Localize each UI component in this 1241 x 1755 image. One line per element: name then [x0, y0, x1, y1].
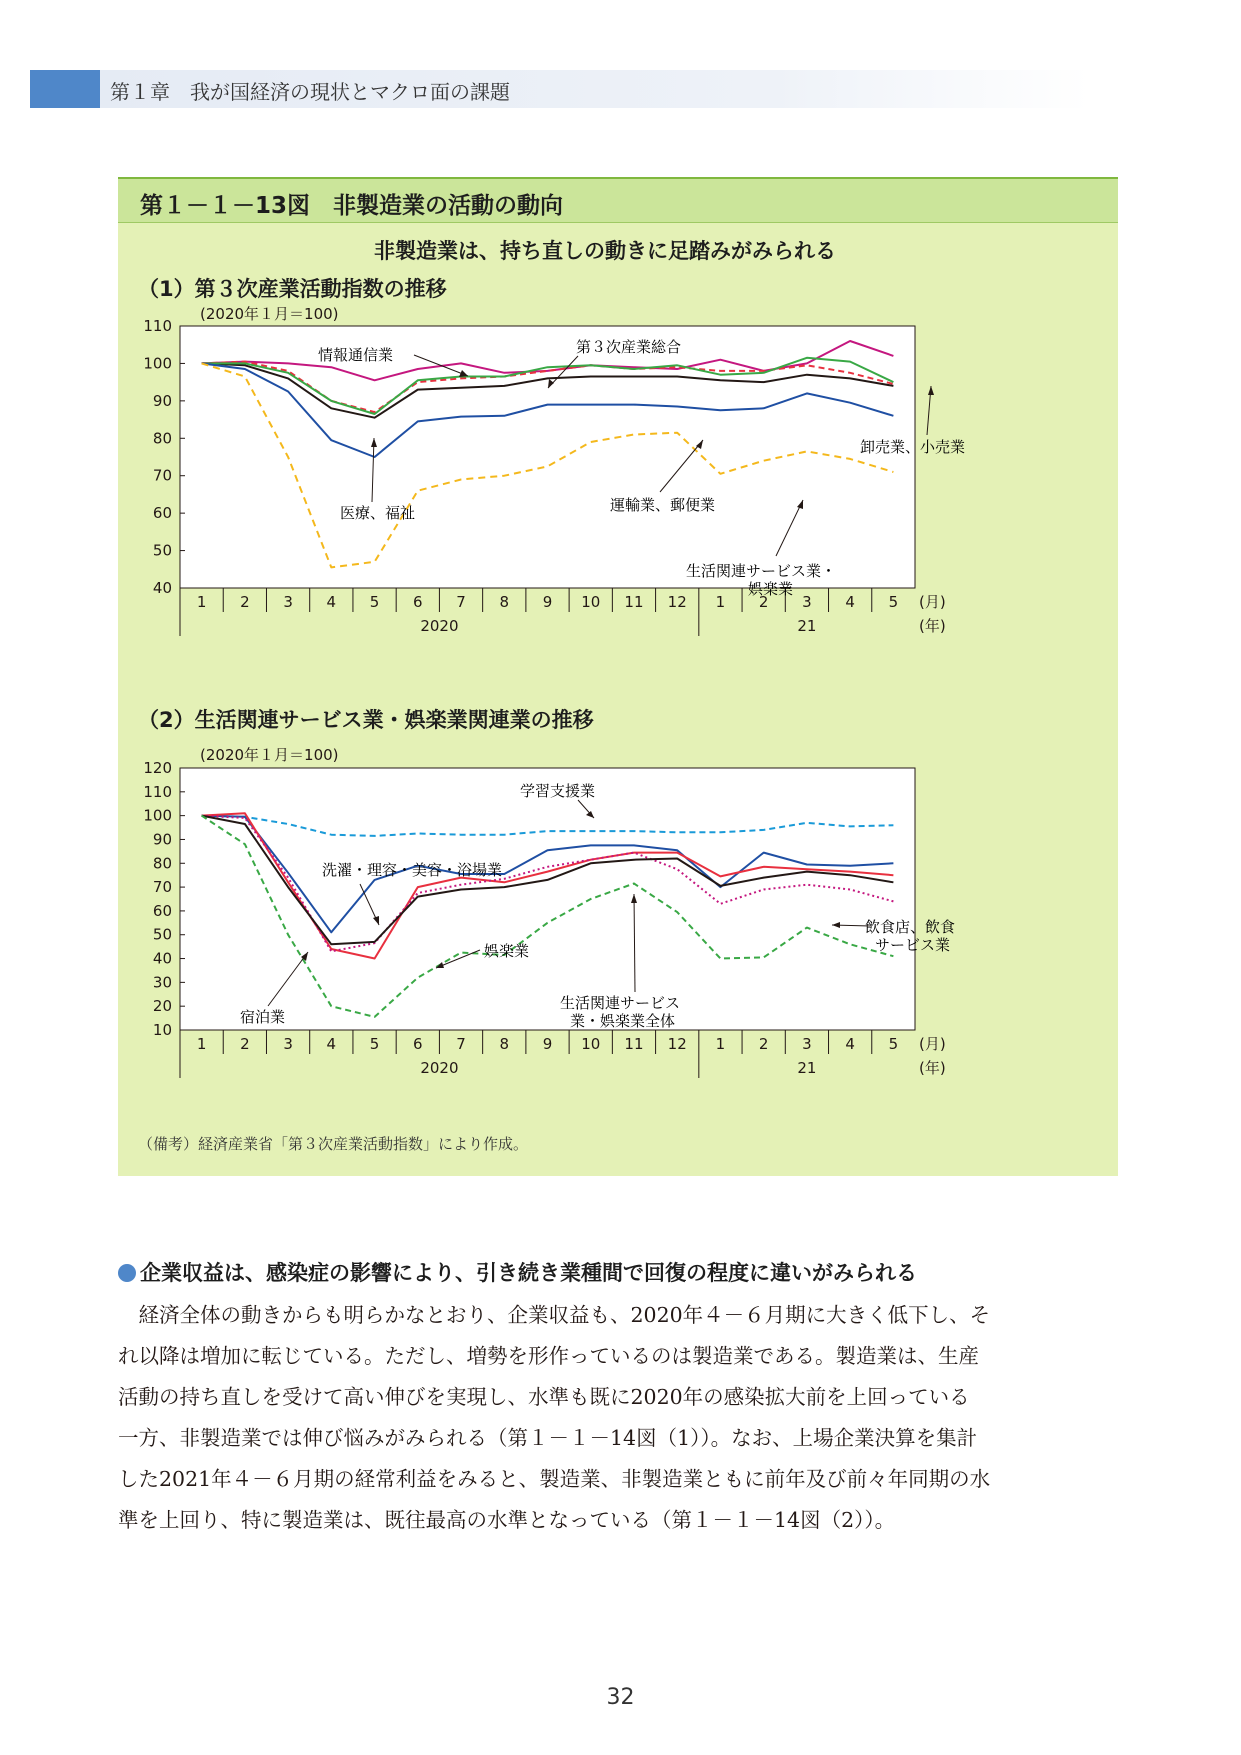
- x-tick-label: 4: [326, 593, 337, 611]
- year-label: 2020: [420, 617, 459, 635]
- body-line: れ以降は増加に転じている。ただし、増勢を形作っているのは製造業である。製造業は、生産: [118, 1344, 979, 1368]
- year-unit: (年): [919, 617, 946, 635]
- label-hotel: 宿泊業: [240, 1008, 286, 1026]
- x-tick-label: 1: [196, 593, 207, 611]
- x-tick-label: 2: [758, 593, 769, 611]
- y-tick-label: 20: [152, 997, 172, 1016]
- y-tick-label: 70: [152, 466, 172, 485]
- bullet-dot: [118, 1264, 136, 1282]
- x-tick-label: 5: [888, 593, 899, 611]
- y-tick-label: 60: [152, 504, 172, 523]
- label-retail: 卸売業、小売業: [860, 438, 966, 456]
- label-service-2: 娯楽業: [748, 580, 794, 598]
- month-unit: (月): [919, 593, 946, 611]
- label-transport: 運輸業、郵便業: [610, 496, 716, 514]
- x-tick-label: 8: [499, 1035, 510, 1053]
- figure-title: 第１－１－13図 非製造業の活動の動向: [140, 193, 564, 219]
- x-tick-label: 4: [845, 593, 855, 611]
- x-tick-label: 4: [845, 1035, 855, 1053]
- y-tick-label: 10: [152, 1021, 172, 1039]
- y-tick-label: 80: [152, 854, 172, 873]
- year-label: 21: [797, 1059, 817, 1077]
- x-tick-label: 5: [888, 1035, 899, 1053]
- x-tick-label: 1: [715, 1035, 726, 1053]
- x-tick-label: 6: [413, 1035, 423, 1053]
- figure-note: （備考）経済産業省「第３次産業活動指数」により作成。: [138, 1135, 529, 1153]
- label-food-1: 飲食店、飲食: [865, 918, 956, 936]
- page-number: 32: [606, 1685, 635, 1710]
- y-tick-label: 120: [143, 759, 172, 777]
- y-tick-label: 90: [152, 830, 172, 849]
- chart2-title: （2）生活関連サービス業・娯楽業関連業の推移: [138, 708, 594, 732]
- x-tick-label: 3: [802, 1035, 812, 1053]
- y-tick-label: 100: [143, 806, 172, 825]
- x-tick-label: 11: [624, 1035, 644, 1053]
- body-line: 一方、非製造業では伸び悩みがみられる（第１－１－14図（1））。なお、上場企業決算を集計: [118, 1426, 978, 1450]
- x-tick-label: 1: [196, 1035, 207, 1053]
- x-tick-label: 4: [326, 1035, 337, 1053]
- chapter-header: [30, 70, 1090, 108]
- y-tick-label: 110: [143, 782, 172, 801]
- y-tick-label: 50: [152, 925, 172, 944]
- x-tick-label: 12: [667, 1035, 687, 1053]
- y-tick-label: 110: [143, 317, 172, 335]
- arrow-retail: [928, 386, 934, 395]
- y-tick-label: 80: [152, 429, 172, 448]
- x-tick-label: 2: [240, 593, 250, 611]
- plot-area: [180, 768, 915, 1030]
- y-tick-label: 30: [152, 973, 172, 992]
- chart2-svg: [143, 759, 1090, 1130]
- label-learning: 学習支援業: [520, 782, 596, 800]
- x-tick-label: 3: [802, 593, 812, 611]
- x-tick-label: 2: [240, 1035, 250, 1053]
- x-tick-label: 5: [369, 593, 380, 611]
- label-whole-2: 業・娯楽業全体: [570, 1012, 676, 1030]
- chart1-unit: (2020年１月＝100): [200, 305, 339, 323]
- label-info-comm: 情報通信業: [318, 346, 394, 364]
- chart1-svg: [143, 317, 1090, 688]
- x-tick-label: 9: [542, 1035, 553, 1053]
- x-tick-label: 7: [456, 593, 466, 611]
- year-label: 2020: [420, 1059, 459, 1077]
- label-service-1: 生活関連サービス業・: [686, 562, 837, 580]
- label-medical: 医療、福祉: [340, 504, 416, 522]
- x-tick-label: 3: [283, 593, 293, 611]
- y-tick-label: 50: [152, 541, 172, 560]
- x-tick-label: 9: [542, 593, 553, 611]
- chart1-title: （1）第３次産業活動指数の推移: [138, 277, 447, 301]
- y-tick-label: 40: [152, 579, 172, 597]
- body-line: 活動の持ち直しを受けて高い伸びを実現し、水準も既に2020年の感染拡大前を上回っている: [118, 1385, 970, 1409]
- section-heading-text: 企業収益は、感染症の影響により、引き続き業種間で回復の程度に違いがみられる: [140, 1261, 917, 1285]
- x-tick-label: 8: [499, 593, 510, 611]
- label-amusement: 娯楽業: [484, 942, 530, 960]
- x-tick-label: 12: [667, 593, 687, 611]
- chart2-unit: (2020年１月＝100): [200, 746, 339, 764]
- x-tick-label: 3: [283, 1035, 293, 1053]
- month-unit: (月): [919, 1035, 946, 1053]
- y-tick-label: 70: [152, 878, 172, 897]
- x-tick-label: 2: [758, 1035, 769, 1053]
- y-tick-label: 90: [152, 391, 172, 410]
- body-line: した2021年４－６月期の経常利益をみると、製造業、非製造業ともに前年及び前々年同期の水: [118, 1467, 991, 1491]
- chapter-title: 第１章 我が国経済の現状とマクロ面の課題: [110, 80, 510, 104]
- x-tick-label: 1: [715, 593, 726, 611]
- figure-title-bar: [118, 179, 1118, 223]
- body-line: 準を上回り、特に製造業は、既往最高の水準となっている（第１－１－14図（2））。: [118, 1508, 896, 1532]
- y-tick-label: 100: [143, 354, 172, 373]
- y-tick-label: 60: [152, 901, 172, 920]
- body-line: 経済全体の動きからも明らかなとおり、企業収益も、2020年４－６月期に大きく低下し、そ: [118, 1303, 991, 1327]
- label-food-2: サービス業: [875, 936, 951, 954]
- label-total: 第３次産業総合: [576, 338, 682, 356]
- chapter-tab: [30, 70, 100, 108]
- figure-subtitle: 非製造業は、持ち直しの動きに足踏みがみられる: [374, 239, 836, 263]
- x-tick-label: 5: [369, 1035, 380, 1053]
- label-laundry: 洗濯・理容・美容・浴場業: [322, 861, 503, 879]
- y-tick-label: 40: [152, 949, 172, 968]
- x-tick-label: 6: [413, 593, 423, 611]
- year-label: 21: [797, 617, 817, 635]
- x-tick-label: 10: [581, 593, 601, 611]
- x-tick-label: 10: [581, 1035, 601, 1053]
- year-unit: (年): [919, 1059, 946, 1077]
- x-tick-label: 7: [456, 1035, 466, 1053]
- x-tick-label: 11: [624, 593, 644, 611]
- section-heading: [118, 1257, 917, 1287]
- label-whole-1: 生活関連サービス: [560, 994, 681, 1012]
- plot-area: [180, 326, 915, 588]
- body-paragraph: [118, 1295, 1123, 1541]
